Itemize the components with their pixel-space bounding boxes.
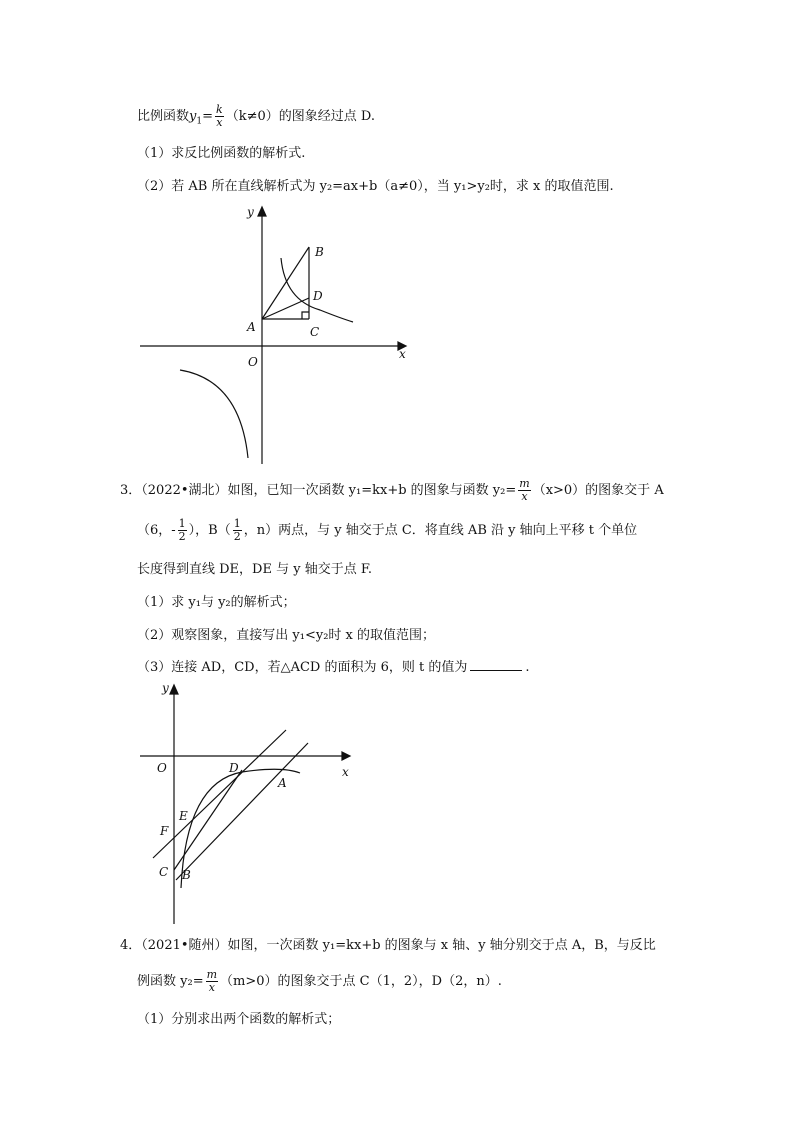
fraction-numerator: 1 (233, 517, 241, 530)
q3-point-a: （6，- (137, 523, 176, 538)
fig2-y-arrow (170, 685, 178, 694)
q3-part1: （1）求 y₁与 y₂的解析式； (137, 595, 296, 610)
q2-y-symbol: y (189, 109, 197, 124)
q3-part3 (137, 658, 530, 677)
fig2-label-F: F (160, 824, 169, 838)
fraction-denominator: x (208, 981, 215, 994)
fig1-hyperbola-branch-2 (180, 370, 248, 458)
fig2-x-arrow (342, 752, 350, 760)
fig2-line-DE (153, 730, 286, 858)
q3-fraction-m-x (518, 478, 530, 503)
fig1-label-B: B (315, 245, 324, 259)
fig1-y-arrow (258, 207, 266, 216)
q3-fraction-half-1 (178, 518, 187, 543)
q4-fraction-m-x (206, 969, 218, 994)
q3-text-tail: ，n）两点，与 y 轴交于点 C．将直线 AB 沿 y 轴向上平移 t 个单位 (243, 523, 638, 538)
fraction-numerator: k (216, 103, 223, 116)
fig1-label-C: C (310, 325, 320, 339)
q2-equals: = (202, 109, 214, 124)
q3-fraction-half-2 (233, 518, 242, 543)
q3-text: 3．（2022•湖北）如图，已知一次函数 y₁=kx+b 的图象与函数 y₂= (120, 483, 517, 498)
fig1-label-A: A (247, 320, 256, 334)
fig2-label-B: B (182, 868, 191, 882)
q3-part2: （2）观察图象，直接写出 y₁<y₂时 x 的取值范围； (137, 628, 436, 643)
q4-text: 例函数 y₂= (137, 974, 204, 989)
fraction-denominator: 2 (233, 530, 241, 543)
fraction-numerator: m (206, 968, 218, 981)
q3-text-tail: （x>0）的图象交于 A (532, 483, 664, 498)
fraction-numerator: m (519, 477, 530, 490)
q2-text: 比例函数 (137, 109, 190, 124)
q2-condition: （k≠0）的图象经过点 D. (225, 109, 375, 124)
fig1-label-D: D (313, 289, 323, 303)
q3-part3-period: . (525, 660, 530, 675)
q4-statement-line1: 4．（2021•随州）如图，一次函数 y₁=kx+b 的图象与 x 轴、y 轴分别交于点 A，B，与反比 (120, 938, 656, 953)
fraction-denominator: 2 (178, 530, 186, 543)
q3-point-b: ），B（ (188, 523, 231, 538)
fig2-label-A: A (278, 776, 287, 790)
fig2-label-x: x (342, 765, 349, 779)
fig2-label-O: O (157, 761, 167, 775)
fig2-label-E: E (179, 809, 188, 823)
q3-statement-line2 (137, 518, 637, 543)
fraction-denominator: x (216, 116, 223, 129)
q4-statement-line2 (137, 969, 502, 994)
fraction-denominator: x (521, 490, 528, 503)
q2-subscript: 1 (196, 116, 203, 127)
q2-part1: （1）求反比例函数的解析式. (137, 146, 306, 161)
fig1-label-x: x (399, 347, 406, 361)
q3-statement-line3: 长度得到直线 DE，DE 与 y 轴交于点 F. (137, 562, 372, 577)
q4-text-tail: （m>0）的图象交于点 C（1，2），D（2，n）. (220, 974, 502, 989)
q3-statement-line1 (120, 478, 664, 503)
fig1-right-angle (302, 312, 309, 319)
fig1-label-O: O (248, 355, 258, 369)
answer-blank[interactable] (470, 658, 522, 671)
fig2-label-y: y (162, 681, 169, 695)
fig2-label-C: C (159, 865, 169, 879)
fraction-numerator: 1 (178, 517, 186, 530)
q4-part1: （1）分别求出两个函数的解析式； (137, 1012, 341, 1027)
q3-part3-text: （3）连接 AD，CD，若△ACD 的面积为 6，则 t 的值为 (137, 660, 468, 675)
q2-part2: （2）若 AB 所在直线解析式为 y₂=ax+b（a≠0），当 y₁>y₂时，求 x 的取值范围. (137, 179, 614, 194)
fig1-label-y: y (247, 205, 254, 219)
fig2-label-D: D (229, 761, 239, 775)
